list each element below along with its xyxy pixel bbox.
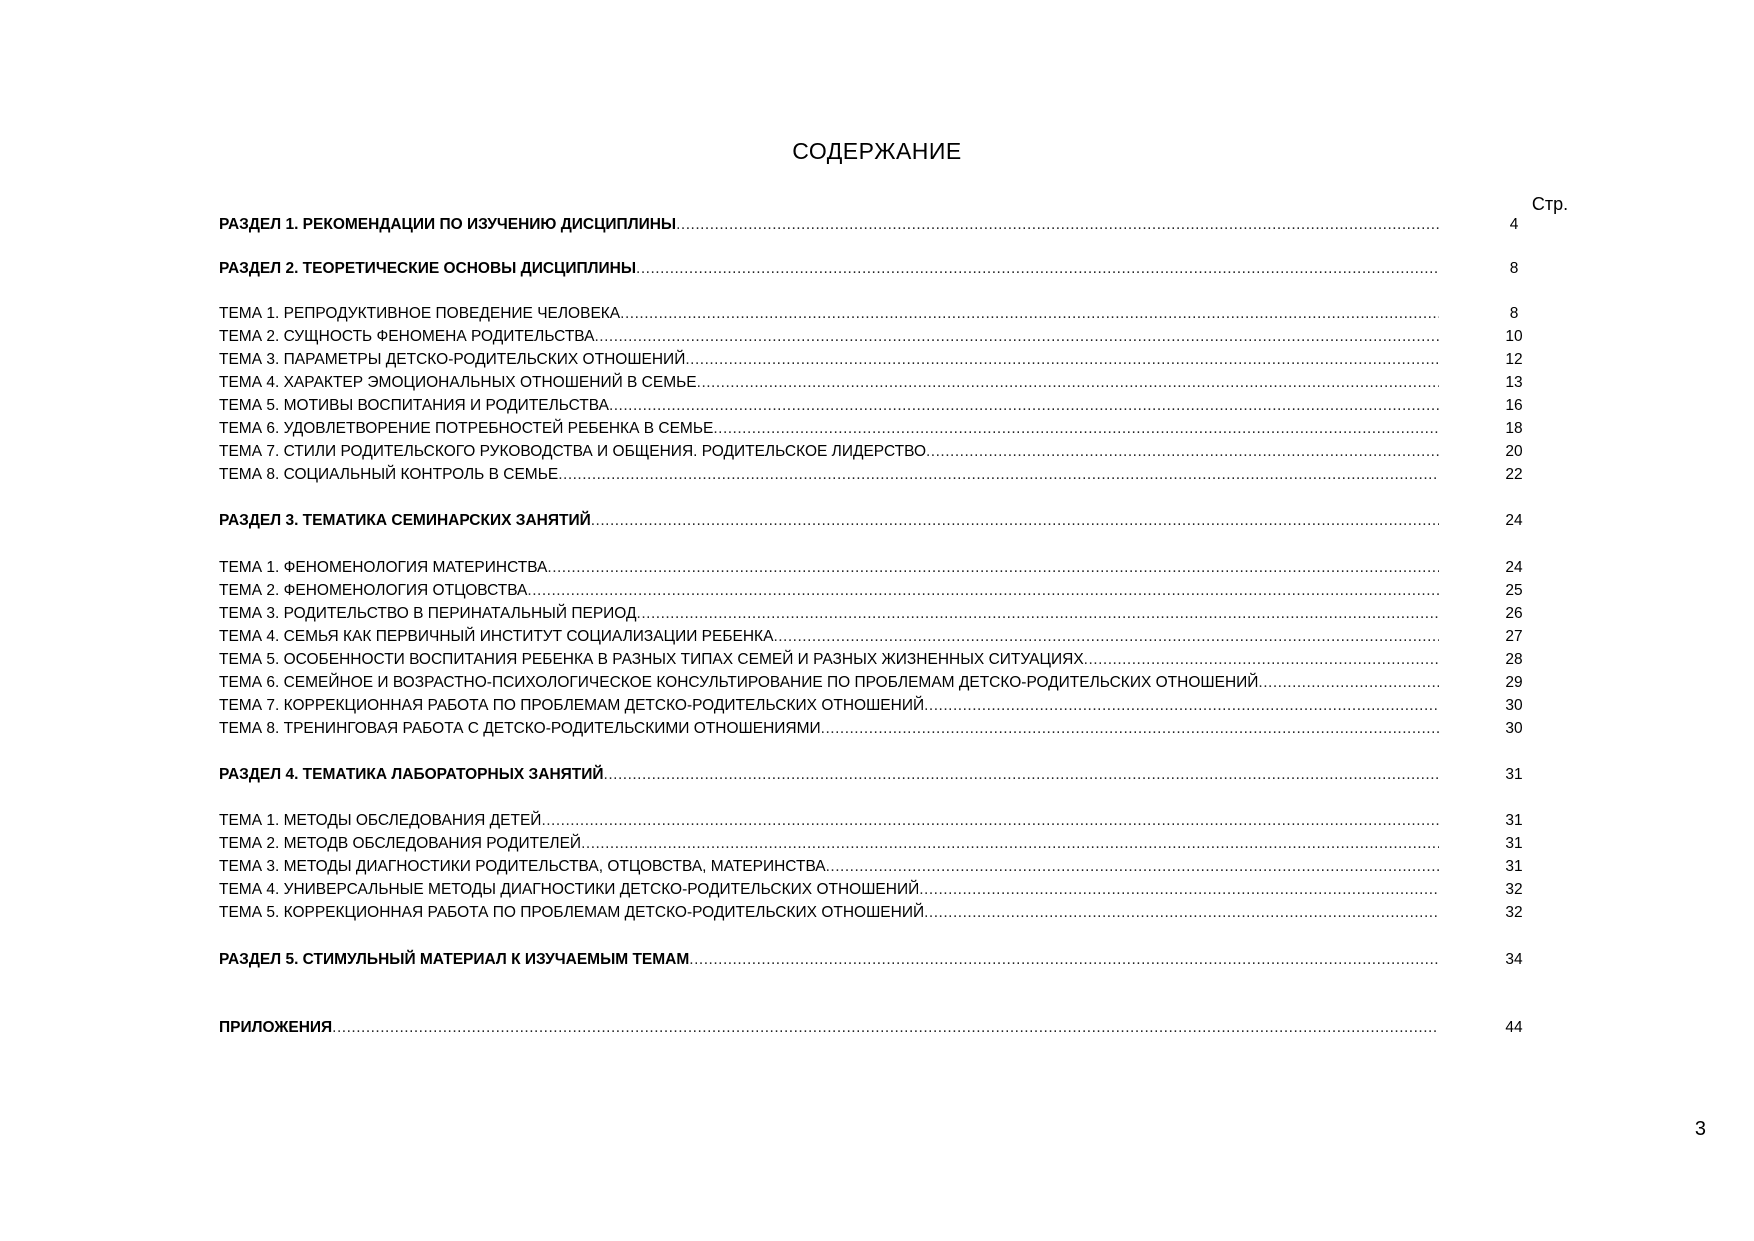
dot-leader [594, 326, 1439, 348]
dot-leader [547, 557, 1439, 579]
toc-entry-label: РАЗДЕЛ 1. РЕКОМЕНДАЦИИ ПО ИЗУЧЕНИЮ ДИСЦИПЛИНЫ [219, 216, 677, 233]
toc-entry [219, 441, 1559, 463]
toc-entry-label: ТЕМА 3. ПАРАМЕТРЫ ДЕТСКО-РОДИТЕЛЬСКИХ ОТНОШЕНИЙ [219, 351, 686, 368]
toc-entry-label: ТЕМА 4. ХАРАКТЕР ЭМОЦИОНАЛЬНЫХ ОТНОШЕНИЙ В СЕМЬЕ [219, 374, 697, 391]
toc-entry-page: 44 [1505, 1019, 1523, 1036]
toc-entry-page: 29 [1505, 674, 1523, 691]
dot-leader [676, 214, 1439, 236]
toc-entry [219, 510, 1559, 532]
page-column-header: Стр. [1531, 194, 1569, 214]
toc-entry-label: РАЗДЕЛ 5. СТИМУЛЬНЫЙ МАТЕРИАЛ К ИЗУЧАЕМЫМ ТЕМАМ [219, 951, 690, 968]
toc-entry-label: ТЕМА 1. ФЕНОМЕНОЛОГИЯ МАТЕРИНСТВА [219, 559, 548, 576]
toc-entry-page: 18 [1505, 420, 1523, 437]
toc-entry [219, 695, 1559, 717]
toc-entry [219, 372, 1559, 394]
dot-leader [541, 810, 1439, 832]
dot-leader [591, 510, 1439, 532]
dot-leader [926, 441, 1439, 463]
toc-entry [219, 603, 1559, 625]
toc-entry-label: РАЗДЕЛ 2. ТЕОРЕТИЧЕСКИЕ ОСНОВЫ ДИСЦИПЛИНЫ [219, 260, 637, 277]
toc-entry-label: ТЕМА 8. ТРЕНИНГОВАЯ РАБОТА С ДЕТСКО-РОДИТЕЛЬСКИМИ ОТНОШЕНИЯМИ [219, 720, 821, 737]
toc-entry-label: ТЕМА 1. МЕТОДЫ ОБСЛЕДОВАНИЯ ДЕТЕЙ [219, 812, 542, 829]
dot-leader [697, 372, 1439, 394]
toc-entry-page: 31 [1505, 812, 1523, 829]
toc-entry [219, 557, 1559, 579]
toc-entry-label: ТЕМА 4. СЕМЬЯ КАК ПЕРВИЧНЫЙ ИНСТИТУТ СОЦИАЛИЗАЦИИ РЕБЕНКА [219, 628, 774, 645]
toc-entry-label: ТЕМА 5. КОРРЕКЦИОННАЯ РАБОТА ПО ПРОБЛЕМАМ ДЕТСКО-РОДИТЕЛЬСКИХ ОТНОШЕНИЙ [219, 904, 925, 921]
toc-entry-label: ТЕМА 7. КОРРЕКЦИОННАЯ РАБОТА ПО ПРОБЛЕМАМ ДЕТСКО-РОДИТЕЛЬСКИХ ОТНОШЕНИЙ [219, 697, 925, 714]
dot-leader [685, 349, 1439, 371]
toc-entry-page: 25 [1505, 582, 1523, 599]
toc-entry-label: ТЕМА 4. УНИВЕРСАЛЬНЫЕ МЕТОДЫ ДИАГНОСТИКИ ДЕТСКО-РОДИТЕЛЬСКИХ ОТНОШЕНИЙ [219, 881, 920, 898]
toc-entry [219, 326, 1559, 348]
toc-entry-label: РАЗДЕЛ 3. ТЕМАТИКА СЕМИНАРСКИХ ЗАНЯТИЙ [219, 512, 591, 529]
toc-entry-page: 8 [1509, 260, 1519, 277]
dot-leader [581, 833, 1439, 855]
toc-entry-page: 24 [1505, 512, 1523, 529]
toc-entry-label: ТЕМА 3. МЕТОДЫ ДИАГНОСТИКИ РОДИТЕЛЬСТВА, ОТЦОВСТВА, МАТЕРИНСТВА [219, 858, 826, 875]
toc-entry-label: ТЕМА 5. МОТИВЫ ВОСПИТАНИЯ И РОДИТЕЛЬСТВА [219, 397, 609, 414]
toc-entry-page: 26 [1505, 605, 1523, 622]
toc-entry [219, 949, 1559, 971]
dot-leader [826, 856, 1439, 878]
toc-entry-page: 13 [1505, 374, 1523, 391]
toc-entry-page: 4 [1509, 216, 1519, 233]
toc-entry [219, 1017, 1559, 1039]
toc-entry-page: 32 [1505, 904, 1523, 921]
toc-entry [219, 580, 1559, 602]
toc-entry-page: 31 [1505, 766, 1523, 783]
toc-entry-page: 31 [1505, 835, 1523, 852]
dot-leader [924, 695, 1439, 717]
dot-leader [332, 1017, 1439, 1039]
toc-entry-label: ТЕМА 2. МЕТОДВ ОБСЛЕДОВАНИЯ РОДИТЕЛЕЙ [219, 835, 582, 852]
dot-leader [527, 580, 1439, 602]
dot-leader [609, 395, 1439, 417]
dot-leader [924, 902, 1439, 924]
toc-entry-label: РАЗДЕЛ 4. ТЕМАТИКА ЛАБОРАТОРНЫХ ЗАНЯТИЙ [219, 766, 604, 783]
toc-entry-label: ТЕМА 5. ОСОБЕННОСТИ ВОСПИТАНИЯ РЕБЕНКА В РАЗНЫХ ТИПАХ СЕМЕЙ И РАЗНЫХ ЖИЗНЕННЫХ СИТУАЦИЯХ [219, 651, 1084, 668]
toc-entry-label: ПРИЛОЖЕНИЯ [219, 1019, 333, 1036]
dot-leader [637, 603, 1439, 625]
toc-entry [219, 649, 1559, 671]
toc-entry-page: 32 [1505, 881, 1523, 898]
toc-entry [219, 303, 1559, 325]
toc-entry-label: ТЕМА 3. РОДИТЕЛЬСТВО В ПЕРИНАТАЛЬНЫЙ ПЕРИОД [219, 605, 637, 622]
dot-leader [689, 949, 1439, 971]
toc-entry-page: 24 [1505, 559, 1523, 576]
toc-entry [219, 626, 1559, 648]
dot-leader [821, 718, 1439, 740]
dot-leader [919, 879, 1439, 901]
dot-leader [620, 303, 1439, 325]
toc-entry-label: ТЕМА 2. ФЕНОМЕНОЛОГИЯ ОТЦОВСТВА [219, 582, 528, 599]
toc-entry-page: 16 [1505, 397, 1523, 414]
toc-entry [219, 395, 1559, 417]
toc-entry [219, 672, 1559, 694]
dot-leader [773, 626, 1439, 648]
toc-entry [219, 902, 1559, 924]
toc-entry-label: ТЕМА 2. СУЩНОСТЬ ФЕНОМЕНА РОДИТЕЛЬСТВА [219, 328, 595, 345]
toc-entry [219, 764, 1559, 786]
toc-entry-page: 10 [1505, 328, 1523, 345]
toc-entry [219, 214, 1559, 236]
toc-entry-page: 27 [1505, 628, 1523, 645]
dot-leader [1084, 649, 1439, 671]
toc-entry-page: 20 [1505, 443, 1523, 460]
toc-entry [219, 349, 1559, 371]
dot-leader [1258, 672, 1439, 694]
dot-leader [713, 418, 1439, 440]
toc-entry [219, 718, 1559, 740]
document-title: СОДЕРЖАНИЕ [792, 138, 962, 164]
page-number: 3 [1694, 1118, 1706, 1140]
dot-leader [604, 764, 1439, 786]
dot-leader [558, 464, 1439, 486]
toc-entry [219, 810, 1559, 832]
toc-entry-page: 12 [1505, 351, 1523, 368]
toc-entry-label: ТЕМА 1. РЕПРОДУКТИВНОЕ ПОВЕДЕНИЕ ЧЕЛОВЕКА [219, 305, 621, 322]
dot-leader [636, 258, 1439, 280]
toc-entry-page: 30 [1505, 720, 1523, 737]
toc-entry-page: 22 [1505, 466, 1523, 483]
toc-entry-page: 30 [1505, 697, 1523, 714]
toc-entry-page: 31 [1505, 858, 1523, 875]
toc-entry-label: ТЕМА 6. УДОВЛЕТВОРЕНИЕ ПОТРЕБНОСТЕЙ РЕБЕНКА В СЕМЬЕ [219, 420, 714, 437]
toc-entry [219, 418, 1559, 440]
toc-entry-label: ТЕМА 6. СЕМЕЙНОЕ И ВОЗРАСТНО-ПСИХОЛОГИЧЕСКОЕ КОНСУЛЬТИРОВАНИЕ ПО ПРОБЛЕМАМ ДЕТСКО-РОДИТЕЛЬСКИХ ОТНОШЕНИЙ [219, 674, 1259, 691]
toc-entry [219, 856, 1559, 878]
toc-entry-label: ТЕМА 8. СОЦИАЛЬНЫЙ КОНТРОЛЬ В СЕМЬЕ [219, 466, 559, 483]
toc-entry-label: ТЕМА 7. СТИЛИ РОДИТЕЛЬСКОГО РУКОВОДСТВА И ОБЩЕНИЯ. РОДИТЕЛЬСКОЕ ЛИДЕРСТВО [219, 443, 926, 460]
toc-entry [219, 879, 1559, 901]
toc-entry-page: 28 [1505, 651, 1523, 668]
toc-entry [219, 464, 1559, 486]
toc-entry-page: 34 [1505, 951, 1523, 968]
toc-entry [219, 258, 1559, 280]
toc-entry-page: 8 [1509, 305, 1519, 322]
toc-entry [219, 833, 1559, 855]
